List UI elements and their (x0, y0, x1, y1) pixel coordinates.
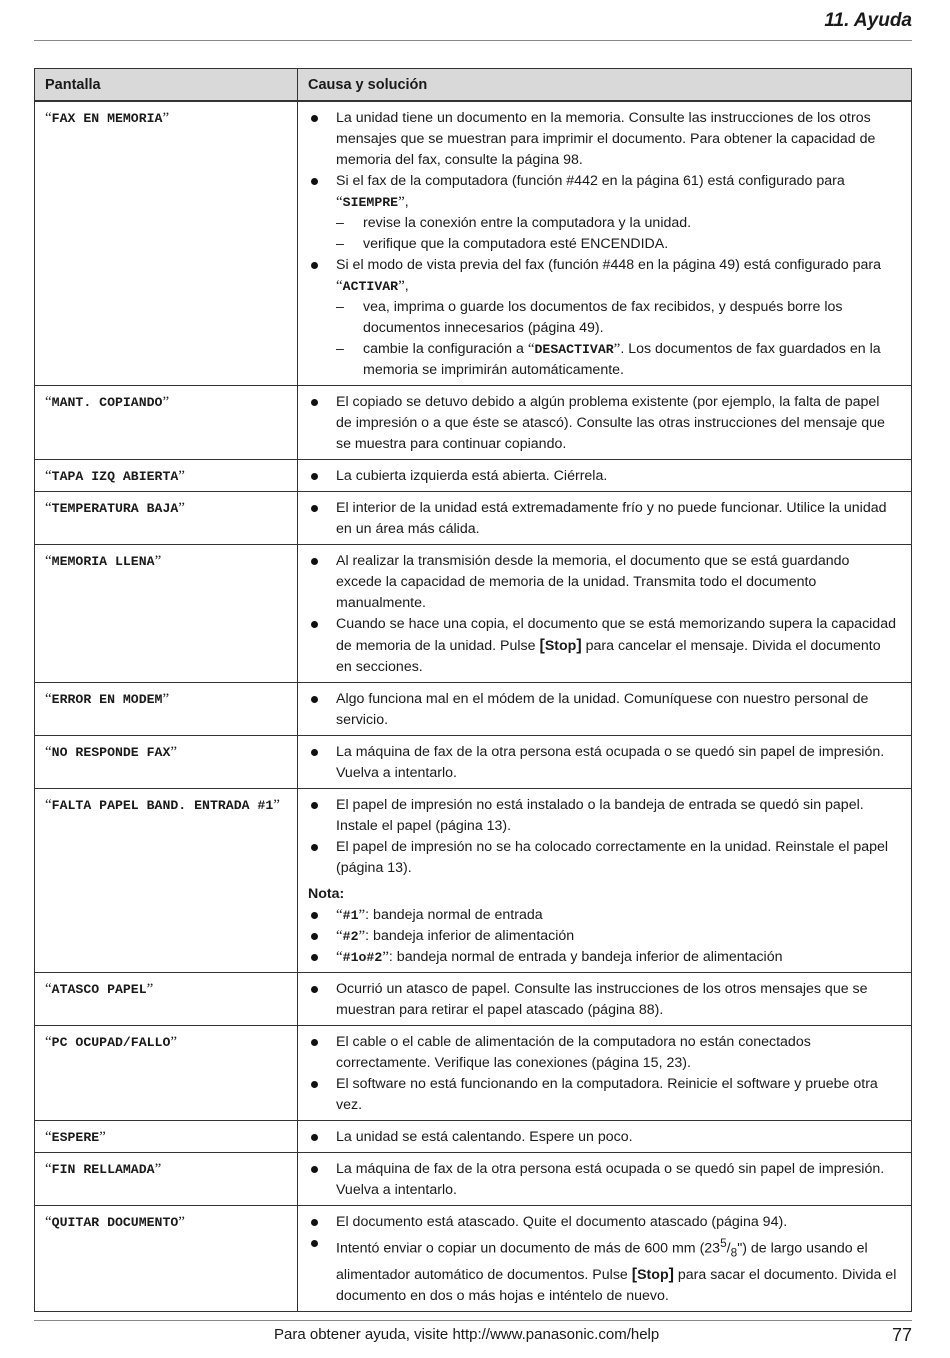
list-item: Al realizar la transmisión desde la memoria, el documento que se está guardando excede la capacidad de memoria de la unidad. Transmita todo el documento manualmente. (308, 551, 899, 614)
screen-message: FIN RELLAMADA (51, 1162, 155, 1177)
table-row (35, 1206, 912, 1312)
table-row (35, 101, 912, 386)
screen-message: MEMORIA LLENA (51, 554, 155, 569)
screen-cell: “PC OCUPAD/FALLO” (35, 1026, 298, 1121)
screen-message: ERROR EN MODEM (51, 692, 163, 707)
stop-key-label: Stop (544, 638, 577, 654)
cause-cell (298, 789, 912, 973)
note-item: “#2”: bandeja inferior de alimentación (308, 926, 899, 947)
screen-cell: “MEMORIA LLENA” (35, 545, 298, 683)
table-header-row (35, 69, 912, 102)
screen-cell: “NO RESPONDE FAX” (35, 736, 298, 789)
screen-cell: “FAX EN MEMORIA” (35, 101, 298, 386)
table-row (35, 386, 912, 460)
cause-cell (298, 1026, 912, 1121)
list-item: Algo funciona mal en el módem de la unidad. Comuníquese con nuestro personal de servicio. (308, 689, 899, 731)
help-url-text: Para obtener ayuda, visite http://www.panasonic.com/help (274, 1326, 660, 1343)
list-item: El documento está atascado. Quite el documento atascado (página 94). (308, 1212, 899, 1233)
note-item: “#1”: bandeja normal de entrada (308, 905, 899, 926)
cause-cell (298, 1153, 912, 1206)
list-item: La unidad tiene un documento en la memoria. Consulte las instrucciones de los otros mensajes que se muestran para imprimir el documento. Para obtener la capacidad de memoria del fax, consulte la página 98. (308, 108, 899, 171)
screen-message: FAX EN MEMORIA (51, 111, 163, 126)
list-item: El software no está funcionando en la computadora. Reinicie el software y pruebe otra vez. (308, 1074, 899, 1116)
list-item: La unidad se está calentando. Espere un poco. (308, 1127, 899, 1148)
table-row (35, 460, 912, 492)
cause-cell (298, 683, 912, 736)
list-item: La máquina de fax de la otra persona está ocupada o se quedó sin papel de impresión. Vuelva a intentarlo. (308, 742, 899, 784)
list-item: El cable o el cable de alimentación de la computadora no están conectados correctamente. Verifique las conexiones (página 15, 23). (308, 1032, 899, 1074)
note-item: “#1o#2”: bandeja normal de entrada y bandeja inferior de alimentación (308, 947, 899, 968)
screen-cell: “FALTA PAPEL BAND. ENTRADA #1” (35, 789, 298, 973)
cause-cell (298, 1206, 912, 1312)
list-item: Ocurrió un atasco de papel. Consulte las instrucciones de los otros mensajes que se muestran para retirar el papel atascado (página 88). (308, 979, 899, 1021)
page-header (34, 8, 912, 41)
header-screen: Pantalla (35, 69, 298, 102)
screen-message: PC OCUPAD/FALLO (51, 1035, 171, 1050)
list-item: El papel de impresión no está instalado o la bandeja de entrada se quedó sin papel. Instale el papel (página 13). (308, 795, 899, 837)
screen-message: NO RESPONDE FAX (51, 745, 171, 760)
screen-cell: “QUITAR DOCUMENTO” (35, 1206, 298, 1312)
chapter-title: 11. Ayuda (824, 10, 912, 31)
cause-cell (298, 492, 912, 545)
note-title: Nota: (308, 886, 345, 902)
table-row (35, 973, 912, 1026)
screen-cell: “MANT. COPIANDO” (35, 386, 298, 460)
cause-cell (298, 736, 912, 789)
list-item: El copiado se detuvo debido a algún problema existente (por ejemplo, la falta de papel de impresión o a que éste se atascó). Consulte las otras instrucciones del mensaje que se muestra para continuar copiando. (308, 392, 899, 455)
list-item: Intentó enviar o copiar un documento de más de 600 mm $(23^5/_8")$ de largo usando el alimentador automático de documentos. Pulse [Stop] para sacar el documento. Divida el documento en dos o más hojas e inténtelo de nuevo. (308, 1233, 899, 1307)
list-item: El papel de impresión no se ha colocado correctamente en la unidad. Reinstale el papel (página 13). (308, 837, 899, 879)
table-row (35, 683, 912, 736)
sub-item: – revise la conexión entre la computadora y la unidad. (336, 213, 899, 234)
screen-message: ATASCO PAPEL (51, 982, 147, 997)
screen-message: MANT. COPIANDO (51, 395, 163, 410)
list-item: Si el modo de vista previa del fax (función #448 en la página 49) está configurado para “ACTIVAR”, – vea, imprima o guarde los documentos de fax recibidos, y después borre los documentos innecesarios (página 49). – cambie la configuración a “DESACTIVAR”. Los documentos de fax guardados en la memoria se imprimirán automáticamente. (308, 255, 899, 381)
cause-cell (298, 1121, 912, 1153)
cause-cell (298, 101, 912, 386)
sub-item: – verifique que la computadora esté ENCENDIDA. (336, 234, 899, 255)
stop-key-label: Stop (637, 1266, 669, 1283)
screen-cell: “ERROR EN MODEM” (35, 683, 298, 736)
list-item: El interior de la unidad está extremadamente frío y no puede funcionar. Utilice la unidad en un área más cálida. (308, 498, 899, 540)
cause-cell (298, 973, 912, 1026)
sub-item: – vea, imprima o guarde los documentos de fax recibidos, y después borre los documentos innecesarios (página 49). (336, 297, 899, 339)
list-item: La máquina de fax de la otra persona está ocupada o se quedó sin papel de impresión. Vuelva a intentarlo. (308, 1159, 899, 1201)
cause-cell (298, 545, 912, 683)
table-row (35, 1121, 912, 1153)
list-item: Cuando se hace una copia, el documento que se está memorizando supera la capacidad de memoria de la unidad. Pulse [Stop] para cancelar el mensaje. Divida el documento en secciones. (308, 614, 899, 678)
list-item: Si el fax de la computadora (función #442 en la página 61) está configurado para “SIEMPRE”, – revise la conexión entre la computadora y la unidad. – verifique que la computadora esté ENCENDIDA. (308, 171, 899, 255)
screen-cell: “TEMPERATURA BAJA” (35, 492, 298, 545)
table-row (35, 1153, 912, 1206)
table-row (35, 789, 912, 973)
screen-message: FALTA PAPEL BAND. ENTRADA #1 (51, 798, 274, 813)
page-footer (34, 1320, 912, 1350)
screen-message: QUITAR DOCUMENTO (51, 1215, 179, 1230)
screen-cell: “ATASCO PAPEL” (35, 973, 298, 1026)
screen-message: ESPERE (51, 1130, 100, 1145)
cause-cell (298, 386, 912, 460)
table-row (35, 736, 912, 789)
table-row (35, 1026, 912, 1121)
screen-cell: “ESPERE” (35, 1121, 298, 1153)
table-row (35, 545, 912, 683)
screen-message: TAPA IZQ ABIERTA (51, 469, 179, 484)
page-number: 77 (891, 1325, 912, 1345)
screen-cell: “TAPA IZQ ABIERTA” (35, 460, 298, 492)
sub-item: – cambie la configuración a “DESACTIVAR”. Los documentos de fax guardados en la memoria se imprimirán automáticamente. (336, 339, 899, 381)
cause-cell (298, 460, 912, 492)
error-messages-table (34, 68, 912, 1312)
list-item: La cubierta izquierda está abierta. Ciérrela. (308, 466, 899, 487)
screen-cell: “FIN RELLAMADA” (35, 1153, 298, 1206)
table-row (35, 492, 912, 545)
header-cause: Causa y solución (298, 69, 912, 102)
screen-message: TEMPERATURA BAJA (51, 501, 179, 516)
